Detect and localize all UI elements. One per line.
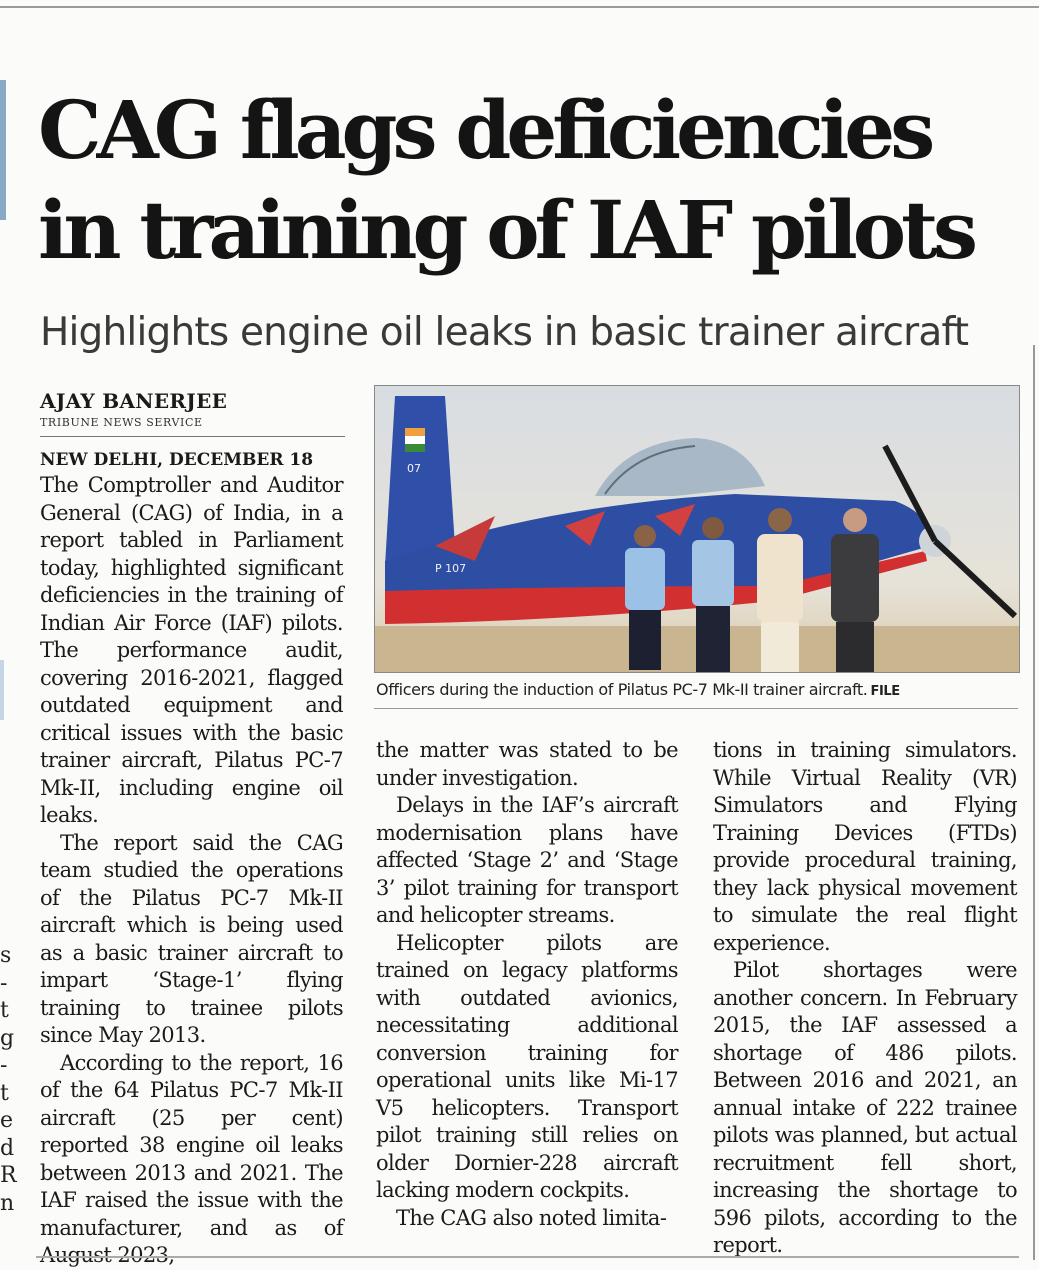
headline (38, 80, 1028, 280)
bottom-rule (36, 1256, 1019, 1258)
photo-credit: FILE (870, 684, 900, 699)
right-column-rule (1033, 345, 1035, 1260)
byline-rule (40, 436, 345, 437)
paragraph: tions in training simulators. While Virtual Reality (VR) Simulators and Flying Training Devices (FTDs) provide procedural training, they lack physical movement to simulate the real flight experience. (713, 738, 1017, 955)
paragraph: the matter was stated to be under investigation. (376, 738, 678, 790)
paragraph: Delays in the IAF’s aircraft modernisation plans have affected ‘Stage 2’ and ‘Stage 3’ pilot training for transport and helicopter streams. (376, 793, 678, 927)
adjacent-article-image-edge (0, 80, 6, 220)
paragraph: Helicopter pilots are trained on legacy platforms with outdated avionics, necessitating additional conversion training for operational units like Mi-17 V5 helicopters. Transport pilot training still relies on older Dornier-228 aircraft lacking modern cockpits. (376, 930, 678, 1202)
officer-2 (692, 517, 734, 672)
subheadline: Highlights engine oil leaks in basic trainer aircraft (40, 310, 969, 355)
column-2 (376, 737, 678, 1232)
tail-number: 07 (407, 462, 421, 475)
fuselage-number: P 107 (435, 562, 467, 575)
headline-line-1: CAG flags deficiencies (38, 83, 931, 177)
paragraph: The Comptroller and Auditor General (CAG) of India, in a report tabled in Parliament today, highlighted significant deficiencies in the training of Indian Air Force (IAF) pilots. The performance audit, covering 2016-2021, flagged outdated equipment and critical issues with the basic trainer aircraft, Pilatus PC-7 Mk-II, including engine oil leaks. (40, 473, 343, 827)
column-1 (40, 472, 343, 1270)
caption-text: Officers during the induction of Pilatus PC-7 Mk-II trainer aircraft. (376, 680, 868, 699)
paragraph: According to the report, 16 of the 64 Pilatus PC-7 Mk-II aircraft (25 per cent) reported 38 engine oil leaks between 2013 and 2021. The IAF raised the issue with the manufacturer, and as of August 2023, (40, 1050, 343, 1267)
adjacent-column-fragments: s - t g - t e d R n (0, 943, 17, 1216)
column-3 (713, 737, 1017, 1260)
dateline: NEW DELHI, DECEMBER 18 (40, 450, 314, 470)
photo-caption (376, 680, 1016, 699)
adjacent-article-image-edge-2 (0, 660, 4, 720)
caption-rule (374, 708, 1018, 709)
headline-line-2: in training of IAF pilots (38, 183, 974, 277)
pilatus-aircraft-illustration (375, 386, 1019, 672)
paragraph: The CAG also noted limita- (396, 1205, 667, 1230)
byline-author: AJAY BANERJEE (40, 389, 228, 413)
top-rule (0, 6, 1039, 8)
paragraph: Pilot shortages were another concern. In February 2015, the IAF assessed a shortage of 486 pilots. Between 2016 and 2021, an annual intake of 222 trainee pilots was planned, but actual recruitment fell short, increasing the shortage to 596 pilots, according to the report. (713, 958, 1017, 1257)
article-photo (374, 385, 1020, 673)
paragraph: The report said the CAG team studied the operations of the Pilatus PC-7 Mk-II aircraft which is being used as a basic trainer aircraft to impart ‘Stage-1’ flying training to trainee pilots since May 2013. (40, 830, 343, 1047)
byline-service: TRIBUNE NEWS SERVICE (40, 416, 203, 429)
